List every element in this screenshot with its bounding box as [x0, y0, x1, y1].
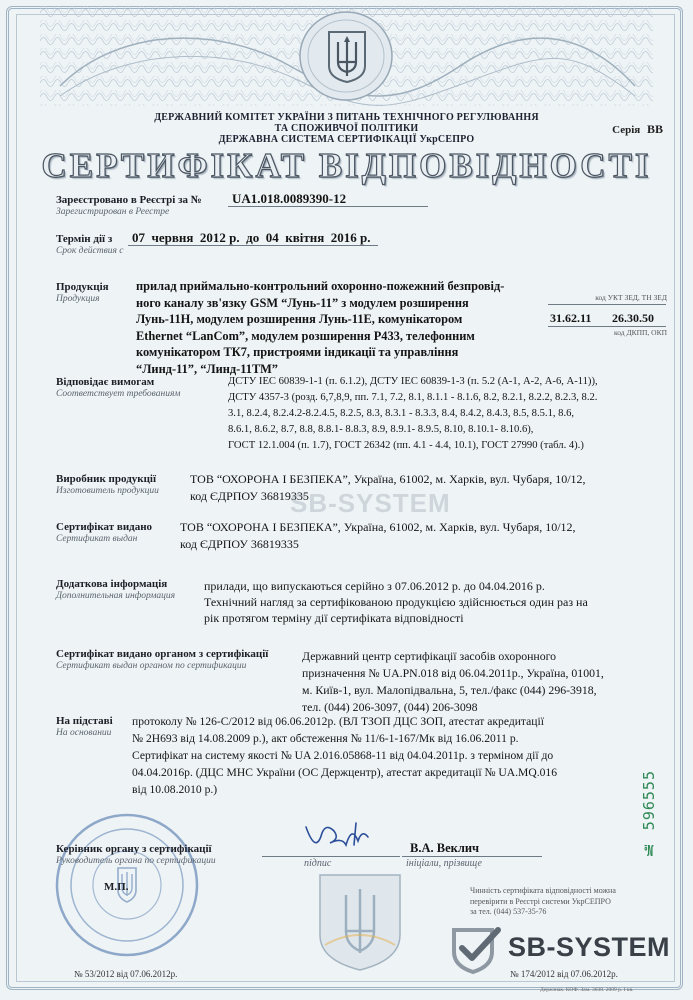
print-info: Держзнак. КОФ. Зам. 3038. 2009 р. І кв. [540, 987, 634, 993]
serial-number: № 596555 [640, 770, 658, 860]
issuer-body-line: м. Київ-1, вул. Малопідвальна, 5, тел./факс (044) 296-3918, [302, 683, 597, 697]
issuer-body-label: Сертифікат видано органом з сертифікації [56, 648, 269, 660]
validity-from-month: червня [151, 230, 194, 245]
verification-notice [470, 886, 670, 918]
product-description [136, 278, 546, 377]
issuer-body-sublabel: Сертификат выдан органом по сертификации [56, 661, 247, 671]
issuer-body-line: призначення № UA.PN.018 від 06.04.2011р., Україна, 01001, [302, 666, 604, 680]
basis-line: № 2Н693 від 14.08.2009 р.), акт обстеження № 11/6-1-167/Мк від 16.06.2011 р. [132, 732, 519, 745]
product-code-1: 31.62.11 [550, 311, 592, 325]
validity-to-word: до [246, 230, 260, 245]
validity-underline [128, 245, 378, 246]
additional-line: Технічний нагляд за сертифікованою продукцією здійснюється один раз на [204, 595, 588, 609]
basis-line: від 10.08.2010 р.) [132, 783, 218, 796]
signatory-label: Керівник органу з сертифікації [56, 843, 212, 855]
product-code-label-top: код УКТ ЗЕД, ТН ЗЕД [595, 293, 667, 302]
name-underline [402, 856, 542, 857]
signatory-sublabel: Руководитель органа по сертификации [56, 856, 216, 866]
product-line: Ethernet “LanCom”, модулем розширення Р433, телефонним [136, 328, 475, 343]
series-value: ВВ [646, 122, 663, 136]
footer-left-number: № 53/2012 від 07.06.2012р. [74, 969, 178, 979]
requirements-sublabel: Соответствует требованиям [56, 389, 181, 399]
footer-right-number: № 174/2012 від 07.06.2012р. [510, 969, 618, 979]
additional-sublabel: Дополнительная информация [56, 591, 176, 601]
product-sublabel: Продукция [56, 294, 100, 304]
validity-to-year-suffix: р. [360, 230, 371, 245]
series-block [612, 122, 663, 137]
manufacturer-sublabel: Изготовитель продукции [56, 486, 159, 496]
requirements-line: ДСТУ ІЕС 60839-1-1 (п. 6.1.2), ДСТУ ІЕС 60839-1-3 (п. 5.2 (А-1, А-2, А-6, А-11)), [228, 376, 598, 387]
manufacturer-line: ТОВ “ОХОРОНА І БЕЗПЕКА”, Україна, 61002, м. Харків, вул. Чубаря, 10/12, [190, 472, 586, 486]
state-emblem-watermark [310, 865, 410, 975]
validity-to-month: квітня [285, 230, 325, 245]
registration-label: Зареєстровано в Реєстрі за № [56, 194, 202, 206]
signature-underline [262, 856, 400, 857]
product-code-bottom-line [548, 326, 666, 327]
basis-line: протоколу № 126-С/2012 від 06.06.2012р. (ВЛ ТЗОП ДЦС ЗОП, атестат акредитації [132, 715, 544, 728]
watermark-text: SB-SYSTEM [290, 488, 451, 518]
product-label: Продукція [56, 281, 109, 293]
certificate-title: СЕРТИФІКАТ ВІДПОВІДНОСТІ [41, 146, 652, 185]
product-line: “Линд-11”, “Линд-11ТМ” [136, 361, 278, 376]
shield-check-icon [448, 924, 504, 976]
additional-line: рік протягом терміну дії сертифіката відповідності [204, 611, 464, 625]
requirements-line: 8.6.1, 8.6.2, 8.7, 8.8, 8.8.1- 8.8.3, 8.9, 8.9.1- 8.9.5, 8.10, 8.10.1- 8.10.6), [228, 424, 534, 435]
registration-underline [228, 206, 428, 207]
basis-text [132, 713, 642, 798]
series-label: Серія [612, 124, 641, 136]
requirements-text [228, 374, 668, 454]
additional-text [204, 578, 670, 626]
basis-sublabel: На основании [56, 728, 112, 738]
product-line: прилад приймально-контрольний охоронно-пожежний безпровід- [136, 279, 505, 293]
additional-line: прилади, що випускаються серійно з 07.06.2012 р. до 04.04.2016 р. [204, 579, 545, 593]
notice-line: перевірити в Реєстрі системи УкрСЕПРО [470, 896, 611, 906]
issued-to-line: ТОВ “ОХОРОНА І БЕЗПЕКА”, Україна, 61002, м. Харків, вул. Чубаря, 10/12, [180, 520, 576, 534]
header-line-2: ТА СПОЖИВЧОЇ ПОЛІТИКИ [274, 123, 419, 134]
registration-sublabel: Зарегистрирован в Реестре [56, 207, 170, 217]
signatory-name: В.А. Веклич [410, 841, 480, 855]
validity-from-year: 2012 [199, 230, 226, 245]
issued-to-line: код ЄДРПОУ 36819335 [180, 537, 299, 551]
basis-line: 04.04.2016р. (ДЦС МНС України (ОС Держцентр), атестат акредитації № UA.MQ.016 [132, 766, 558, 779]
trident-icon [326, 28, 368, 84]
requirements-line: ДСТУ 4357-3 (розд. 6,7,8,9, пп. 7.1, 7.2, 8.1, 8.1.1 - 8.1.6, 8.2, 8.2.1, 8.2.2, 8.2.3, 8.2. [228, 392, 598, 403]
requirements-label: Відповідає вимогам [56, 376, 155, 388]
header-line-1: ДЕРЖАВНИЙ КОМІТЕТ УКРАЇНИ З ПИТАНЬ ТЕХНІЧНОГО РЕГУЛЮВАННЯ [154, 112, 539, 123]
validity-sublabel: Срок действия с [56, 246, 124, 256]
additional-label: Додаткова інформація [56, 578, 168, 590]
validity-from-day: 07 [132, 230, 145, 245]
sb-system-logo-text: SB-SYSTEM [508, 932, 671, 962]
basis-label: На підставі [56, 715, 113, 727]
notice-line: за тел. (044) 537-35-76 [470, 907, 547, 916]
basis-line: Сертифікат на систему якості № UA 2.016.05868-11 від 04.04.2011р. з терміном дії до [132, 749, 554, 762]
validity-label: Термін дії з [56, 233, 113, 245]
manufacturer-label: Виробник продукції [56, 473, 157, 485]
name-caption: ініціали, прізвище [406, 858, 482, 869]
validity-to-year: 2016 [330, 230, 357, 245]
issued-to-sublabel: Сертификат выдан [56, 534, 138, 544]
validity-period [132, 230, 370, 246]
product-line: комунікатором ТК7, пристроями індикації та управління [136, 345, 459, 359]
product-code-2: 26.30.50 [612, 311, 654, 325]
mp-mark: М.П. [104, 881, 129, 893]
requirements-line: ГОСТ 12.1.004 (п. 1.7), ГОСТ 26342 (пп. 4.1 - 4.4, 10.1), ГОСТ 27990 (табл. 4).) [228, 440, 584, 451]
issuer-body-line: тел. (044) 206-3097, (044) 206-3098 [302, 700, 478, 714]
product-code-label-bottom: код ДКПП, ОКП [613, 328, 667, 337]
issuer-body-line: Державний центр сертифікації засобів охоронного [302, 649, 557, 663]
handwritten-signature [296, 815, 386, 861]
issuer-body-text [302, 648, 672, 716]
issued-to-label: Сертифікат видано [56, 521, 153, 533]
product-line: Лунь-11Н, модулем розширення Лунь-11Е, комунікатором [136, 312, 463, 326]
issued-to-text [180, 519, 670, 553]
notice-line: Чинність сертифіката відповідності можна [470, 886, 616, 895]
header-line-3: ДЕРЖАВНА СИСТЕМА СЕРТИФІКАЦІЇ УкрСЕПРО [218, 134, 475, 145]
requirements-line: 3.1, 8.2.4, 8.2.4.2-8.2.4.5, 8.2.5, 8.3, 8.3.1 - 8.3.3, 8.4, 8.4.2, 8.4.3, 8.5, 8.5.1, 8.6, [228, 408, 575, 419]
product-code-top-line [548, 304, 666, 305]
manufacturer-line: код ЄДРПОУ 36819335 [190, 489, 309, 503]
validity-to-day: 04 [265, 230, 279, 245]
registration-number: UA1.018.0089390-12 [232, 191, 347, 206]
signature-caption: підпис [304, 858, 332, 869]
validity-from-year-suffix: р. [229, 230, 240, 245]
product-line: ного каналу зв'язку GSM “Лунь-11” з модулем розширення [136, 295, 469, 310]
